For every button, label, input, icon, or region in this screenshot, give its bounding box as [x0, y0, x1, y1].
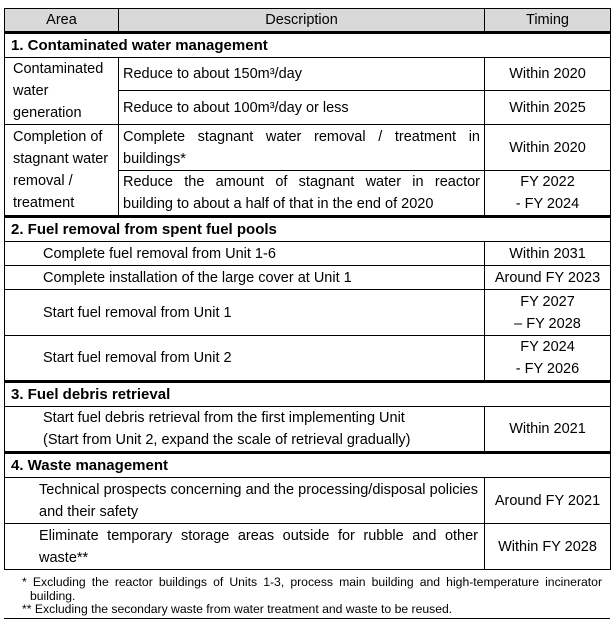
timing-around-fy2023: Around FY 2023: [485, 266, 611, 290]
area-stagnant-water-removal: Completion of stagnant water removal / treatment: [5, 125, 119, 217]
header-description: Description: [119, 9, 485, 33]
header-timing: Timing: [485, 9, 611, 33]
desc-eliminate-storage: Eliminate temporary storage areas outside for rubble and other waste**: [5, 524, 485, 570]
desc-fuel-removal-unit2: Start fuel removal from Unit 2: [5, 336, 485, 382]
timing-start: FY 2024: [520, 339, 575, 355]
footnotes: [22, 576, 602, 617]
timing-within-2025: Within 2025: [485, 91, 611, 125]
section-title-3: 3. Fuel debris retrieval: [5, 382, 611, 407]
footnote-2: ** Excluding the secondary waste from water treatment and waste to be reused.: [22, 602, 453, 616]
desc-fuel-debris-retrieval: [5, 407, 485, 453]
footnote-1: * Excluding the reactor buildings of Units 1-3, process main building and high-temperature incinerator building.: [22, 575, 602, 603]
desc-fuel-removal-1-6: Complete fuel removal from Unit 1-6: [5, 242, 485, 266]
desc-line-1: Start fuel debris retrieval from the first implementing Unit: [43, 410, 405, 426]
timing-end: - FY 2024: [515, 196, 580, 212]
header-area: Area: [5, 9, 119, 33]
desc-reduce-150: Reduce to about 150m³/day: [119, 58, 485, 91]
timing-fy2022-2024: [485, 171, 611, 217]
section-title-2: 2. Fuel removal from spent fuel pools: [5, 217, 611, 242]
timing-end: – FY 2028: [514, 315, 581, 332]
desc-technical-prospects: Technical prospects concerning and the processing/disposal policies and their safety: [5, 478, 485, 524]
area-contaminated-water-generation: Contaminated water generation: [5, 58, 119, 125]
timing-around-fy2021: Around FY 2021: [485, 478, 611, 524]
timing-within-2020: Within 2020: [485, 58, 611, 91]
timing-within-2031: Within 2031: [485, 242, 611, 266]
desc-complete-stagnant-water: Complete stagnant water removal / treatment in buildings*: [119, 125, 485, 171]
section-title-1: 1. Contaminated water management: [5, 33, 611, 58]
timing-fy2024-2026: [485, 336, 611, 382]
timing-start: FY 2027: [520, 293, 575, 310]
desc-reduce-stagnant-half: Reduce the amount of stagnant water in reactor building to about a half of that in the end of 2020: [119, 171, 485, 217]
timing-within-2020-b: Within 2020: [485, 125, 611, 171]
timing-within-fy2028: Within FY 2028: [485, 524, 611, 570]
desc-fuel-removal-unit1: Start fuel removal from Unit 1: [5, 290, 485, 336]
header-row: [5, 9, 611, 33]
roadmap-table: [4, 8, 611, 570]
desc-large-cover-unit1: Complete installation of the large cover at Unit 1: [5, 266, 485, 290]
desc-line-2: (Start from Unit 2, expand the scale of retrieval gradually): [43, 432, 411, 448]
timing-end: - FY 2026: [515, 361, 580, 377]
timing-fy2027-2028: [485, 290, 611, 336]
timing-start: FY 2022: [520, 174, 575, 190]
section-title-4: 4. Waste management: [5, 453, 611, 478]
timing-within-2021: Within 2021: [485, 407, 611, 453]
desc-reduce-100: Reduce to about 100m³/day or less: [119, 91, 485, 125]
bottom-rule: [4, 618, 610, 619]
